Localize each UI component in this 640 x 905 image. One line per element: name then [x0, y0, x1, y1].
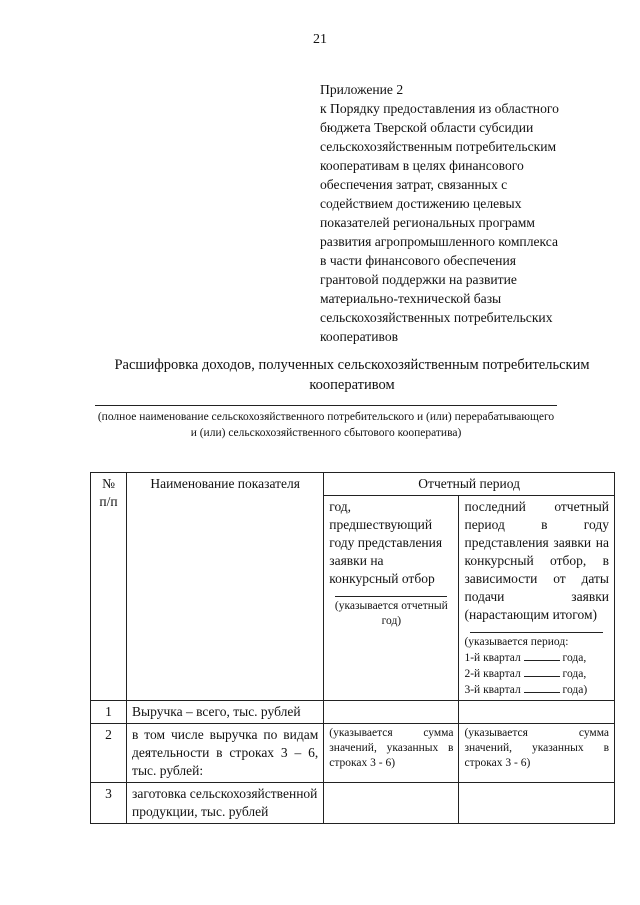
row-name: в том числе выручка по видам деятельности в строках 3 – 6, тыс. рублей: [127, 724, 324, 783]
quarter-line [464, 682, 609, 698]
header-last-period-cell [459, 496, 615, 701]
quarter-suffix: года, [562, 668, 587, 680]
row-num: 2 [91, 724, 127, 783]
page-number: 21 [313, 32, 327, 47]
appendix-line: кооперативов [320, 329, 399, 344]
quarter-label: 1-й квартал [464, 652, 521, 664]
quarter-blank [524, 650, 560, 661]
header-num: № п/п [91, 473, 127, 701]
appendix-line: бюджета Тверской области субсидии [320, 120, 534, 135]
appendix-line: кооперативам в целях финансового [320, 158, 524, 173]
cooperative-name-caption: (полное наименование сельскохозяйственного потребительского и (или) перерабатывающего и (или) сельскохозяйственного сбытового кооператива) [97, 411, 555, 439]
quarter-suffix: года) [562, 684, 588, 696]
prev-year-blank [335, 596, 447, 597]
appendix-line: грантовой поддержки на развитие [320, 272, 517, 287]
row-prev-value [324, 701, 459, 724]
appendix-title: Приложение 2 [320, 82, 404, 97]
quarter-label: 2-й квартал [464, 668, 521, 680]
document-title: Расшифровка доходов, полученных сельскохозяйственным потребительским кооперативом [114, 357, 590, 393]
row-num: 3 [91, 783, 127, 824]
table-header-row [91, 473, 615, 496]
header-period: Отчетный период [324, 473, 615, 496]
income-table [90, 472, 615, 824]
cooperative-name-blank [95, 405, 557, 406]
row-last-value [459, 783, 615, 824]
header-prev-year-cell [324, 496, 459, 701]
table-row [91, 701, 615, 724]
quarter-label: 3-й квартал [464, 684, 521, 696]
appendix-line: в части финансового обеспечения [320, 253, 516, 268]
row-last-value: (указывается сумма значений, указанных в строках 3 - 6) [459, 724, 615, 783]
row-num: 1 [91, 701, 127, 724]
appendix-line: материально-технической базы [320, 291, 502, 306]
row-last-value [459, 701, 615, 724]
table-row [91, 783, 615, 824]
header-last-period: последний отчетный период в году представления заявки на конкурсный отбор, в зависимости от даты подачи заявки (нарастающим итогом) [464, 499, 609, 622]
appendix-line: сельскохозяйственных потребительских [320, 310, 553, 325]
table-row [91, 724, 615, 783]
row-prev-value [324, 783, 459, 824]
appendix-line: к Порядку предоставления из областного [320, 101, 559, 116]
appendix-line: обеспечения затрат, связанных с [320, 177, 508, 192]
last-period-blank [470, 632, 603, 633]
row-name: заготовка сельскохозяйственной продукции, тыс. рублей [127, 783, 324, 824]
appendix-line: показателей региональных программ [320, 215, 535, 230]
header-prev-year: год, предшествующий году представления заявки на конкурсный отбор [329, 499, 443, 586]
appendix-line: содействием достижению целевых [320, 196, 522, 211]
appendix-line: развития агропромышленного комплекса [320, 234, 559, 249]
appendix-line: сельскохозяйственным потребительским [320, 139, 557, 154]
row-name: Выручка – всего, тыс. рублей [127, 701, 324, 724]
header-name: Наименование показателя [127, 473, 324, 701]
row-prev-value: (указывается сумма значений, указанных в строках 3 - 6) [324, 724, 459, 783]
quarter-line [464, 650, 609, 666]
quarter-blank [524, 682, 560, 693]
quarter-line [464, 666, 609, 682]
appendix-block [320, 80, 590, 346]
header-last-period-hint: (указывается период: [464, 636, 569, 648]
header-prev-year-hint: (указывается отчетный год) [334, 600, 448, 627]
quarter-blank [524, 666, 560, 677]
quarter-suffix: года, [562, 652, 587, 664]
